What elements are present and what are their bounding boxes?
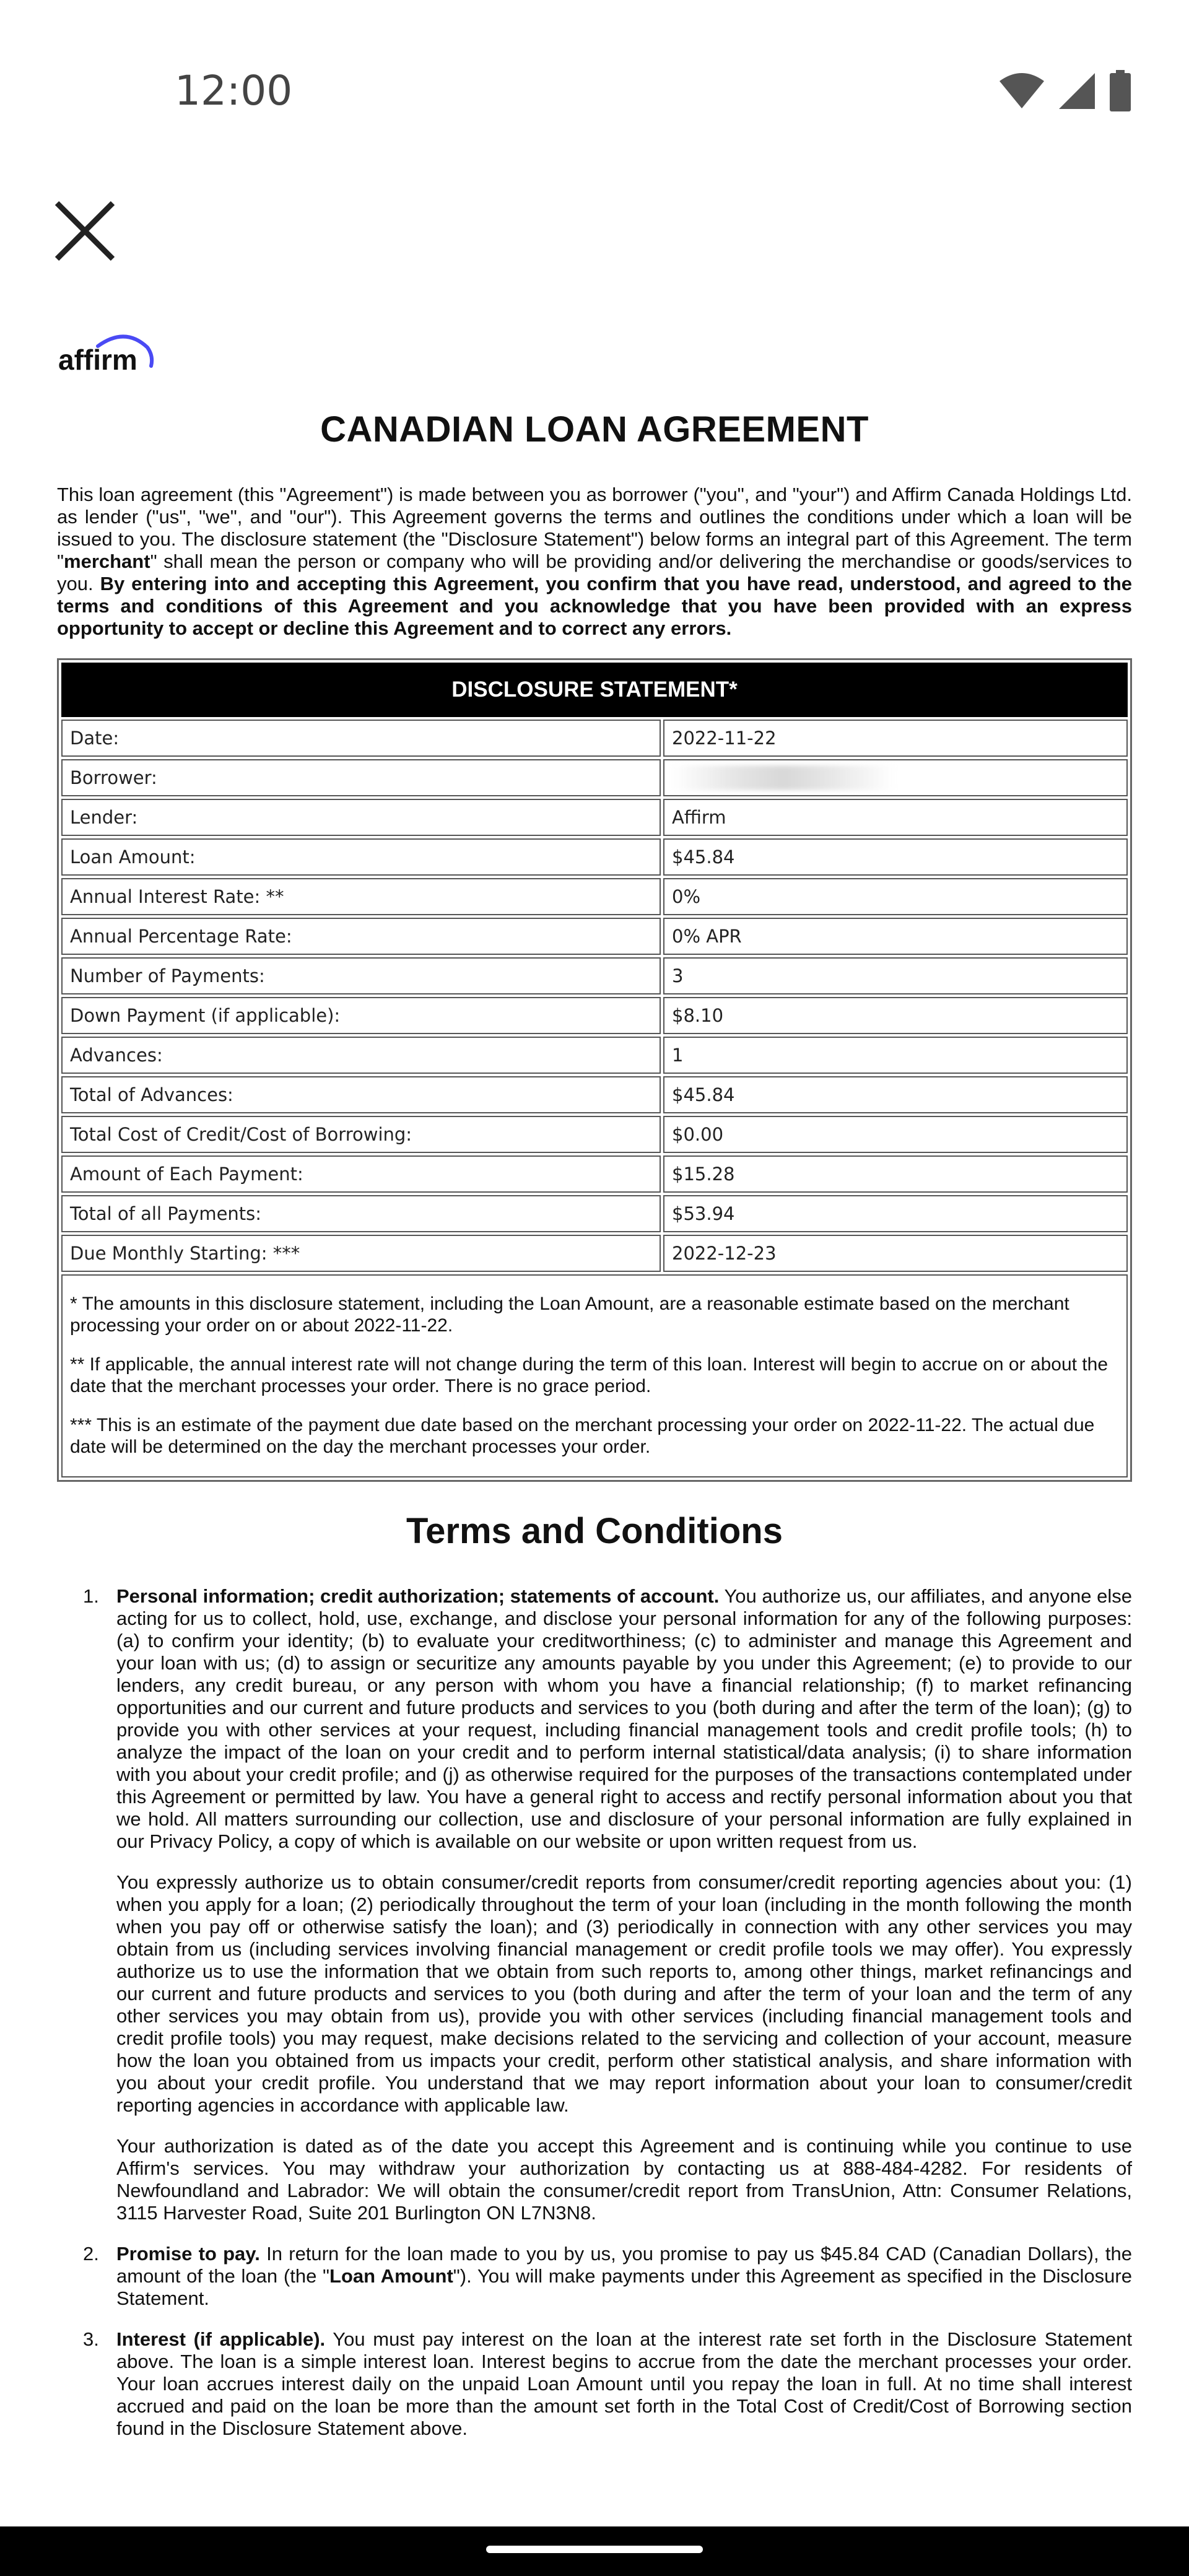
disclosure-label: Due Monthly Starting: *** [61,1235,661,1272]
status-time: 12:00 [175,67,293,115]
disclosure-value: $45.84 [663,1076,1128,1113]
status-icons [998,70,1132,112]
close-icon [51,197,119,265]
term-paragraph: You expressly authorize us to obtain consumer/credit reports from consumer/credit reporting agencies about you: (1) when you apply for a loan; (2) periodically throughout the term of your loan (including in the month following the month when you pay off or otherwise satisfy the loan); and (3) periodically in connection with any other services you may obtain from us (including services involving financial management or credit profile tools we may offer). You expressly authorize us to use the information that we obtain from such reports to, among other things, market refinancings and our current and future products and services to you (both during and after the term of your loan and the term of any other services you may obtain from us), provide you with other services (including financial management tools and credit profile tools) you may request, make decisions related to the servicing and collection of your account, measure how the loan you obtained from us impacts your credit, perform other statistical analysis, and share information with you about your credit profile. You understand that we may report information about your loan to consumer/credit reporting agencies in accordance with applicable law. [116,1871,1132,2116]
disclosure-label: Total of all Payments: [61,1195,661,1232]
disclosure-row [61,878,1128,915]
disclosure-value: $0.00 [663,1116,1128,1153]
disclosure-label: Number of Payments: [61,957,661,994]
disclosure-row [61,759,1128,796]
disclosure-value: 3 [663,957,1128,994]
disclosure-statement [57,658,1132,1482]
disclosure-row [61,1235,1128,1272]
disclosure-notes [61,1274,1128,1477]
disclosure-value: $45.84 [663,838,1128,876]
disclosure-label: Date: [61,720,661,757]
term-paragraph: Personal information; credit authorization; statements of account. You authorize us, our affiliates, and anyone else acting for us to collect, hold, use, exchange, and disclose your personal information for any of the following purposes: (a) to confirm your identity; (b) to evaluate your creditworthiness; (c) to administer and manage this Agreement and your loan with us; (d) to assign or securitize any amounts payable by you under this Agreement; (e) to provide to our lenders, any credit bureau, or any person with whom you have a financial relationship; (f) to market refinancing opportunities and our current and future products and services to you (both during and after the term of the loan); (g) to provide you with other services at your request, including financial management tools and credit profile tools; (h) to analyze the impact of the loan on your credit and to perform internal statistical/data analysis; (i) to share information with you about your credit profile; and (j) as otherwise required for the purposes of the transactions contemplated under this Agreement or permitted by law. You have a general right to access and rectify personal information about you that we hold. All matters surrounding our collection, use and disclosure of your personal information are fully explained in our Privacy Policy, a copy of which is available on our website or upon written request from us. [116,1585,1133,1852]
disclosure-row [61,1116,1128,1153]
disclosure-label: Borrower: [61,759,661,796]
disclosure-value: 2022-12-23 [663,1235,1128,1272]
disclosure-label: Annual Interest Rate: ** [61,878,661,915]
status-bar [0,0,1189,186]
term-number: 3. [83,2328,99,2350]
disclosure-row [61,799,1128,836]
term-paragraph: Interest (if applicable). You must pay interest on the loan at the interest rate set forth in the Disclosure Statement above. The loan is a simple interest loan. Interest begins to accrue from the date the merchant processes your order. Your loan accrues interest daily on the unpaid Loan Amount until you repay the loan in full. At no time shall interest accrued and paid on the loan be more than the amount set forth in the Total Cost of Credit/Cost of Borrowing section found in the Disclosure Statement above. [116,2328,1132,2439]
term-item [57,2328,1132,2440]
term-paragraph: Promise to pay. In return for the loan made to you by us, you promise to pay us $45.84 CAD (Canadian Dollars), the amount of the loan (the "Loan Amount"). You will make payments under this Agreement as specified in the Disclosure Statement. [116,2243,1132,2309]
disclosure-value: 0% [663,878,1128,915]
disclosure-row [61,1037,1128,1074]
close-button[interactable] [51,197,119,265]
disclosure-value [663,759,1128,796]
disclosure-value: Affirm [663,799,1128,836]
disclosure-value: 1 [663,1037,1128,1074]
term-number: 2. [83,2243,99,2265]
disclosure-row [61,720,1128,757]
term-item [57,2243,1132,2310]
document-title: CANADIAN LOAN AGREEMENT [320,409,869,450]
disclosure-label: Loan Amount: [61,838,661,876]
disclosure-row [61,957,1128,994]
disclosure-header: DISCLOSURE STATEMENT* [61,663,1128,717]
terms-list [57,1585,1132,2440]
disclosure-value: $15.28 [663,1155,1128,1193]
disclosure-row [61,918,1128,955]
disclosure-label: Total Cost of Credit/Cost of Borrowing: [61,1116,661,1153]
redacted-borrower-name [672,765,895,790]
disclosure-row [61,838,1128,876]
loan-agreement-document [57,409,1132,2458]
disclosure-row [61,1155,1128,1193]
disclosure-row [61,1195,1128,1232]
signal-icon [1058,72,1096,110]
term-item [57,1585,1132,2224]
disclosure-row [61,997,1128,1034]
battery-icon [1108,70,1132,112]
disclosure-table [61,717,1128,1274]
note-2: ** If applicable, the annual interest rate will not change during the term of this loan. Interest will begin to accrue on or about the date that the merchant processes your order. There is no grace period. [70,1354,1108,1396]
disclosure-label: Advances: [61,1037,661,1074]
home-gesture-handle[interactable] [486,2546,703,2553]
wifi-icon [998,72,1045,110]
term-number: 1. [83,1585,99,1607]
disclosure-label: Lender: [61,799,661,836]
disclosure-value: 0% APR [663,918,1128,955]
disclosure-label: Down Payment (if applicable): [61,997,661,1034]
affirm-logo [57,331,156,378]
disclosure-row [61,1076,1128,1113]
logo-text: affirm [58,344,137,375]
disclosure-label: Total of Advances: [61,1076,661,1113]
disclosure-value: $8.10 [663,997,1128,1034]
term-paragraph: Your authorization is dated as of the date you accept this Agreement and is continuing while you continue to use Affirm's services. You may withdraw your authorization by contacting us at 888-484-4282. For residents of Newfoundland and Labrador: We will obtain the consumer/credit report from TransUnion, Attn: Consumer Relations, 3115 Harvester Road, Suite 201 Burlington ON L7N3N8. [116,2135,1132,2224]
disclosure-label: Annual Percentage Rate: [61,918,661,955]
note-1: * The amounts in this disclosure statement, including the Loan Amount, are a reasonable estimate based on the merchant processing your order on or about 2022-11-22. [70,1294,1069,1336]
note-3: *** This is an estimate of the payment due date based on the merchant processing your order on 2022-11-22. The actual due date will be determined on the day the merchant processes your order. [70,1415,1095,1457]
terms-title: Terms and Conditions [406,1511,783,1551]
disclosure-label: Amount of Each Payment: [61,1155,661,1193]
disclosure-value: $53.94 [663,1195,1128,1232]
disclosure-value: 2022-11-22 [663,720,1128,757]
intro-paragraph: This loan agreement (this "Agreement") is made between you as borrower ("you", and "your") and Affirm Canada Holdings Ltd. as lender ("us", "we", and "our"). This Agreement governs the terms and outlines the conditions under which a loan will be issued to you. The disclosure statement (the "Disclosure Statement") below forms an integral part of this Agreement. The term "merchant" shall mean the person or company who will be providing and/or delivering the merchandise or goods/services to you. By entering into and accepting this Agreement, you confirm that you have read, understood, and agreed to the terms and conditions of this Agreement and you acknowledge that you have been provided with an express opportunity to accept or decline this Agreement and to correct any errors. [57,484,1132,639]
